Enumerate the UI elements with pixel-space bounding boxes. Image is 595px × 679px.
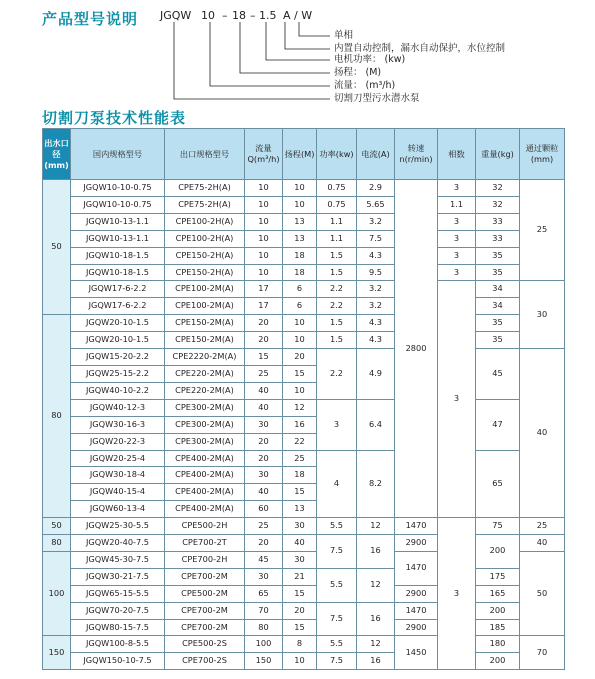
cell-phase: 1.1 <box>438 196 476 213</box>
cell-head: 21 <box>283 568 317 585</box>
cell-domestic-model: JGQW20-40-7.5 <box>71 535 165 552</box>
cell-current: 12 <box>357 518 395 535</box>
cell-power: 4 <box>317 450 357 518</box>
cell-domestic-model: JGQW10-13-1.1 <box>71 230 165 247</box>
cell-flow: 10 <box>245 213 283 230</box>
cell-export-model: CPE150-2M(A) <box>165 315 245 332</box>
cell-head: 12 <box>283 399 317 416</box>
table-row <box>43 585 565 602</box>
cell-flow: 100 <box>245 636 283 653</box>
cell-domestic-model: JGQW20-22-3 <box>71 433 165 450</box>
cell-outlet-diameter: 80 <box>43 315 71 518</box>
cell-export-model: CPE300-2M(A) <box>165 416 245 433</box>
cell-weight: 34 <box>476 281 520 298</box>
table-row <box>43 619 565 636</box>
legend-line-phase: 单相 <box>334 30 354 41</box>
cell-weight: 45 <box>476 349 520 400</box>
cell-weight: 65 <box>476 450 520 518</box>
cell-export-model: CPE100-2M(A) <box>165 281 245 298</box>
cell-export-model: CPE150-2H(A) <box>165 264 245 281</box>
cell-domestic-model: JGQW60-13-4 <box>71 501 165 518</box>
cell-weight: 165 <box>476 585 520 602</box>
cell-export-model: CPE100-2H(A) <box>165 230 245 247</box>
cell-flow: 10 <box>245 247 283 264</box>
col-header-weight: 重量(kg) <box>476 129 520 180</box>
cell-flow: 60 <box>245 501 283 518</box>
cell-particle: 30 <box>520 281 565 349</box>
model-part-series: JGQW <box>160 9 192 22</box>
col-header-export-model: 出口规格型号 <box>165 129 245 180</box>
cell-outlet-diameter: 50 <box>43 180 71 315</box>
cell-export-model: CPE75-2H(A) <box>165 196 245 213</box>
col-header-flow: 流量Q(m³/h) <box>245 129 283 180</box>
cell-power: 0.75 <box>317 180 357 197</box>
col-header-power: 功率(kw) <box>317 129 357 180</box>
table-row <box>43 636 565 653</box>
cell-head: 13 <box>283 213 317 230</box>
cell-head: 6 <box>283 281 317 298</box>
table-row <box>43 230 565 247</box>
model-part-sep: – <box>250 9 256 22</box>
col-header-domestic-model: 国内规格型号 <box>71 129 165 180</box>
cell-flow: 70 <box>245 602 283 619</box>
cell-domestic-model: JGQW10-18-1.5 <box>71 247 165 264</box>
cell-export-model: CPE500-2H <box>165 518 245 535</box>
cell-export-model: CPE100-2M(A) <box>165 298 245 315</box>
cell-weight: 185 <box>476 619 520 636</box>
cell-domestic-model: JGQW40-10-2.2 <box>71 382 165 399</box>
cell-head: 10 <box>283 315 317 332</box>
cell-export-model: CPE700-2M <box>165 602 245 619</box>
cell-domestic-model: JGQW40-15-4 <box>71 484 165 501</box>
cell-weight: 35 <box>476 332 520 349</box>
table-row <box>43 653 565 670</box>
cell-current: 4.3 <box>357 247 395 264</box>
cell-flow: 30 <box>245 467 283 484</box>
cell-flow: 80 <box>245 619 283 636</box>
table-row <box>43 196 565 213</box>
cell-head: 18 <box>283 247 317 264</box>
table-row <box>43 332 565 349</box>
cell-current: 4.3 <box>357 332 395 349</box>
cell-current: 16 <box>357 535 395 569</box>
cell-head: 30 <box>283 518 317 535</box>
table-row <box>43 399 565 416</box>
cell-power: 7.5 <box>317 653 357 670</box>
cell-current: 8.2 <box>357 450 395 518</box>
cell-head: 20 <box>283 602 317 619</box>
cell-current: 2.9 <box>357 180 395 197</box>
cell-power: 1.5 <box>317 315 357 332</box>
table-row <box>43 315 565 332</box>
cell-head: 10 <box>283 653 317 670</box>
cell-power: 2.2 <box>317 281 357 298</box>
cell-weight: 32 <box>476 180 520 197</box>
cell-weight: 35 <box>476 247 520 264</box>
table-row <box>43 349 565 366</box>
cell-export-model: CPE400-2M(A) <box>165 484 245 501</box>
cell-power: 2.2 <box>317 349 357 400</box>
cell-domestic-model: JGQW20-25-4 <box>71 450 165 467</box>
legend-line-head: 扬程： (M) <box>334 67 382 78</box>
cell-head: 10 <box>283 180 317 197</box>
cell-domestic-model: JGQW20-10-1.5 <box>71 315 165 332</box>
cell-export-model: CPE150-2H(A) <box>165 247 245 264</box>
cell-weight: 33 <box>476 213 520 230</box>
cell-current: 3.2 <box>357 281 395 298</box>
cell-domestic-model: JGQW30-16-3 <box>71 416 165 433</box>
cell-power: 1.5 <box>317 332 357 349</box>
table-row <box>43 247 565 264</box>
table-body <box>43 180 565 670</box>
col-header-head: 扬程(M) <box>283 129 317 180</box>
col-header-particle: 通过颗粒(mm) <box>520 129 565 180</box>
cell-speed: 1470 <box>395 518 438 535</box>
col-header-current: 电流(A) <box>357 129 395 180</box>
cell-weight: 33 <box>476 230 520 247</box>
cell-export-model: CPE700-2S <box>165 653 245 670</box>
cell-power: 1.1 <box>317 230 357 247</box>
cell-particle: 25 <box>520 180 565 281</box>
cell-weight: 47 <box>476 399 520 450</box>
cell-export-model: CPE300-2M(A) <box>165 433 245 450</box>
cell-flow: 30 <box>245 416 283 433</box>
cell-export-model: CPE400-2M(A) <box>165 450 245 467</box>
cell-flow: 25 <box>245 518 283 535</box>
legend-line-power: 电机功率： (kw) <box>334 54 406 65</box>
cell-power: 2.2 <box>317 298 357 315</box>
cell-flow: 15 <box>245 349 283 366</box>
cell-power: 7.5 <box>317 602 357 636</box>
table-row <box>43 602 565 619</box>
cell-current: 6.4 <box>357 399 395 450</box>
cell-current: 9.5 <box>357 264 395 281</box>
col-header-speed: 转速n(r/min) <box>395 129 438 180</box>
cell-head: 8 <box>283 636 317 653</box>
legend-line-control: 内置自动控制，漏水自动保护，水位控制 <box>334 43 506 54</box>
cell-export-model: CPE300-2M(A) <box>165 399 245 416</box>
cell-flow: 25 <box>245 365 283 382</box>
cell-export-model: CPE400-2M(A) <box>165 501 245 518</box>
cell-head: 18 <box>283 467 317 484</box>
cell-export-model: CPE700-2M <box>165 619 245 636</box>
cell-head: 22 <box>283 433 317 450</box>
cell-weight: 180 <box>476 636 520 653</box>
cell-domestic-model: JGQW10-10-0.75 <box>71 180 165 197</box>
cell-current: 16 <box>357 653 395 670</box>
table-row <box>43 450 565 467</box>
cell-weight: 200 <box>476 602 520 619</box>
cell-weight: 200 <box>476 653 520 670</box>
cell-export-model: CPE700-2M <box>165 568 245 585</box>
cell-flow: 65 <box>245 585 283 602</box>
cell-domestic-model: JGQW17-6-2.2 <box>71 281 165 298</box>
cell-power: 3 <box>317 399 357 450</box>
cell-power: 5.5 <box>317 568 357 602</box>
cell-export-model: CPE700-2T <box>165 535 245 552</box>
cell-domestic-model: JGQW17-6-2.2 <box>71 298 165 315</box>
cell-head: 20 <box>283 349 317 366</box>
cell-flow: 40 <box>245 399 283 416</box>
cell-weight: 75 <box>476 518 520 535</box>
cell-weight: 175 <box>476 568 520 585</box>
cell-phase: 3 <box>438 230 476 247</box>
col-header-phase: 相数 <box>438 129 476 180</box>
cell-phase: 3 <box>438 518 476 670</box>
cell-flow: 45 <box>245 551 283 568</box>
cell-weight: 34 <box>476 298 520 315</box>
cell-domestic-model: JGQW30-18-4 <box>71 467 165 484</box>
cell-domestic-model: JGQW100-8-5.5 <box>71 636 165 653</box>
cell-weight: 200 <box>476 535 520 569</box>
cell-head: 15 <box>283 365 317 382</box>
cell-speed: 2900 <box>395 619 438 636</box>
cell-phase: 3 <box>438 264 476 281</box>
table-row <box>43 264 565 281</box>
cell-speed: 2900 <box>395 585 438 602</box>
cell-particle: 50 <box>520 551 565 636</box>
cell-phase: 3 <box>438 180 476 197</box>
cell-export-model: CPE700-2H <box>165 551 245 568</box>
cell-domestic-model: JGQW80-15-7.5 <box>71 619 165 636</box>
cell-flow: 20 <box>245 315 283 332</box>
cell-current: 3.2 <box>357 213 395 230</box>
cell-domestic-model: JGQW10-10-0.75 <box>71 196 165 213</box>
cell-flow: 40 <box>245 382 283 399</box>
table-row <box>43 518 565 535</box>
cell-weight: 35 <box>476 315 520 332</box>
cell-flow: 150 <box>245 653 283 670</box>
cell-head: 40 <box>283 535 317 552</box>
cell-current: 16 <box>357 602 395 636</box>
cell-domestic-model: JGQW25-30-5.5 <box>71 518 165 535</box>
cell-current: 3.2 <box>357 298 395 315</box>
cell-export-model: CPE500-2S <box>165 636 245 653</box>
cell-current: 4.3 <box>357 315 395 332</box>
cell-current: 12 <box>357 568 395 602</box>
cell-weight: 32 <box>476 196 520 213</box>
cell-export-model: CPE75-2H(A) <box>165 180 245 197</box>
cell-export-model: CPE500-2M <box>165 585 245 602</box>
cell-head: 6 <box>283 298 317 315</box>
model-part-flow: 10 <box>201 9 215 22</box>
performance-table <box>42 128 565 670</box>
cell-weight: 35 <box>476 264 520 281</box>
section-title-model-description: 产品型号说明 <box>42 10 139 28</box>
col-header-outlet-diameter: 出水口径(mm) <box>43 129 71 180</box>
cell-flow: 20 <box>245 332 283 349</box>
cell-head: 13 <box>283 230 317 247</box>
cell-head: 18 <box>283 264 317 281</box>
cell-speed: 2900 <box>395 535 438 552</box>
cell-flow: 10 <box>245 264 283 281</box>
cell-flow: 20 <box>245 450 283 467</box>
cell-particle: 25 <box>520 518 565 535</box>
cell-domestic-model: JGQW65-15-5.5 <box>71 585 165 602</box>
model-part-head: 18 <box>232 9 246 22</box>
cell-head: 10 <box>283 196 317 213</box>
cell-particle: 40 <box>520 535 565 552</box>
cell-power: 0.75 <box>317 196 357 213</box>
cell-phase: 3 <box>438 247 476 264</box>
cell-head: 15 <box>283 484 317 501</box>
cell-domestic-model: JGQW10-13-1.1 <box>71 213 165 230</box>
cell-outlet-diameter: 100 <box>43 551 71 636</box>
cell-head: 15 <box>283 619 317 636</box>
cell-export-model: CPE220-2M(A) <box>165 365 245 382</box>
cell-power: 7.5 <box>317 535 357 569</box>
cell-export-model: CPE150-2M(A) <box>165 332 245 349</box>
cell-particle: 70 <box>520 636 565 670</box>
cell-export-model: CPE220-2M(A) <box>165 382 245 399</box>
table-row <box>43 180 565 197</box>
cell-export-model: CPE400-2M(A) <box>165 467 245 484</box>
cell-domestic-model: JGQW25-15-2.2 <box>71 365 165 382</box>
cell-flow: 10 <box>245 180 283 197</box>
cell-outlet-diameter: 150 <box>43 636 71 670</box>
cell-head: 10 <box>283 382 317 399</box>
cell-flow: 20 <box>245 433 283 450</box>
cell-domestic-model: JGQW45-30-7.5 <box>71 551 165 568</box>
cell-head: 25 <box>283 450 317 467</box>
model-part-power: 1.5 <box>259 9 277 22</box>
cell-domestic-model: JGQW30-21-7.5 <box>71 568 165 585</box>
cell-export-model: CPE100-2H(A) <box>165 213 245 230</box>
cell-head: 16 <box>283 416 317 433</box>
cell-domestic-model: JGQW10-18-1.5 <box>71 264 165 281</box>
cell-power: 5.5 <box>317 518 357 535</box>
cell-speed: 1470 <box>395 551 438 585</box>
cell-domestic-model: JGQW40-12-3 <box>71 399 165 416</box>
cell-domestic-model: JGQW70-20-7.5 <box>71 602 165 619</box>
table-row <box>43 213 565 230</box>
cell-head: 15 <box>283 585 317 602</box>
cell-flow: 10 <box>245 196 283 213</box>
cell-particle: 40 <box>520 349 565 518</box>
table-row <box>43 281 565 298</box>
cell-domestic-model: JGQW150-10-7.5 <box>71 653 165 670</box>
cell-current: 5.65 <box>357 196 395 213</box>
cell-flow: 17 <box>245 281 283 298</box>
cell-head: 30 <box>283 551 317 568</box>
cell-domestic-model: JGQW20-10-1.5 <box>71 332 165 349</box>
legend-line-flow: 流量： (m³/h) <box>334 80 396 91</box>
cell-outlet-diameter: 80 <box>43 535 71 552</box>
cell-speed: 1470 <box>395 602 438 619</box>
cell-domestic-model: JGQW15-20-2.2 <box>71 349 165 366</box>
table-row <box>43 298 565 315</box>
cell-power: 5.5 <box>317 636 357 653</box>
cell-speed: 2800 <box>395 180 438 518</box>
cell-power: 1.1 <box>317 213 357 230</box>
section-title-performance-table: 切割刀泵技术性能表 <box>42 109 187 127</box>
cell-outlet-diameter: 50 <box>43 518 71 535</box>
cell-head: 10 <box>283 332 317 349</box>
cell-flow: 20 <box>245 535 283 552</box>
cell-phase: 3 <box>438 213 476 230</box>
legend-line-pump-type: 切割刀型污水潜水泵 <box>334 93 420 104</box>
cell-current: 12 <box>357 636 395 653</box>
model-part-sep: – <box>222 9 228 22</box>
table-row <box>43 535 565 552</box>
cell-speed: 1450 <box>395 636 438 670</box>
cell-flow: 40 <box>245 484 283 501</box>
cell-export-model: CPE2220-2M(A) <box>165 349 245 366</box>
cell-flow: 30 <box>245 568 283 585</box>
cell-head: 13 <box>283 501 317 518</box>
cell-flow: 10 <box>245 230 283 247</box>
model-part-suffix: A / W <box>283 9 313 22</box>
cell-current: 7.5 <box>357 230 395 247</box>
table-header-row <box>43 129 565 180</box>
cell-power: 1.5 <box>317 264 357 281</box>
table-row <box>43 568 565 585</box>
cell-power: 1.5 <box>317 247 357 264</box>
cell-current: 4.9 <box>357 349 395 400</box>
cell-flow: 17 <box>245 298 283 315</box>
cell-phase: 3 <box>438 281 476 518</box>
